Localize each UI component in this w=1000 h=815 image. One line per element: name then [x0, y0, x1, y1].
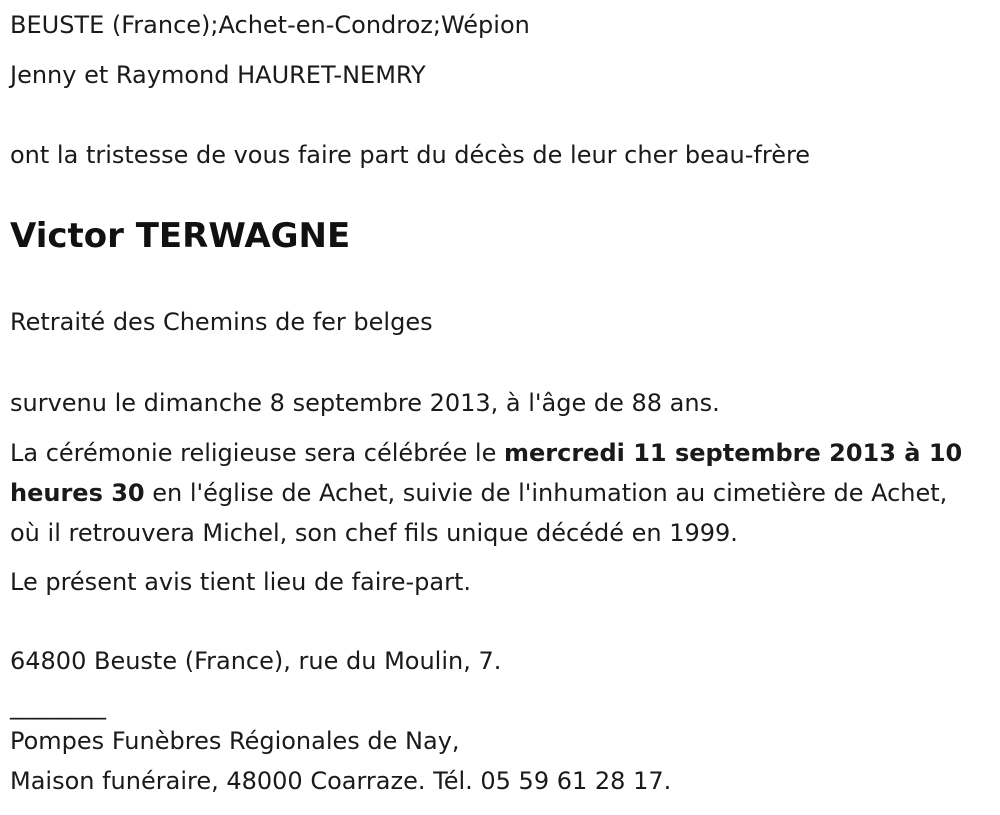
funeral-home-name: Pompes Funèbres Régionales de Nay,	[10, 727, 460, 755]
funeral-home-contact: Maison funéraire, 48000 Coarraze. Tél. 05 59 61 28 17.	[10, 767, 672, 795]
ceremony-intro: La cérémonie religieuse sera célébrée le	[10, 439, 504, 467]
ceremony-rest: en l'église de Achet, suivie de l'inhumation au cimetière de Achet, où il retrouvera Michel, son chef fils unique décédé en 1999.	[10, 479, 948, 547]
address-text: 64800 Beuste (France), rue du Moulin, 7.	[10, 647, 502, 675]
header-family: Jenny et Raymond HAURET-NEMRY	[10, 61, 426, 89]
deceased-occupation: Retraité des Chemins de fer belges	[10, 308, 433, 336]
header-locations: BEUSTE (France);Achet-en-Condroz;Wépion	[10, 11, 530, 39]
ceremony-paragraph	[10, 433, 982, 553]
announcement-text: ont la tristesse de vous faire part du décès de leur cher beau-frère	[10, 141, 811, 169]
separator-line: ________	[10, 692, 106, 720]
deceased-name: Victor TERWAGNE	[10, 216, 351, 256]
death-text: survenu le dimanche 8 septembre 2013, à l'âge de 88 ans.	[10, 389, 720, 417]
ceremony-datetime: mercredi 11 septembre 2013 à 10 heures 30	[10, 439, 963, 507]
notice-text: Le présent avis tient lieu de faire-part.	[10, 568, 472, 596]
